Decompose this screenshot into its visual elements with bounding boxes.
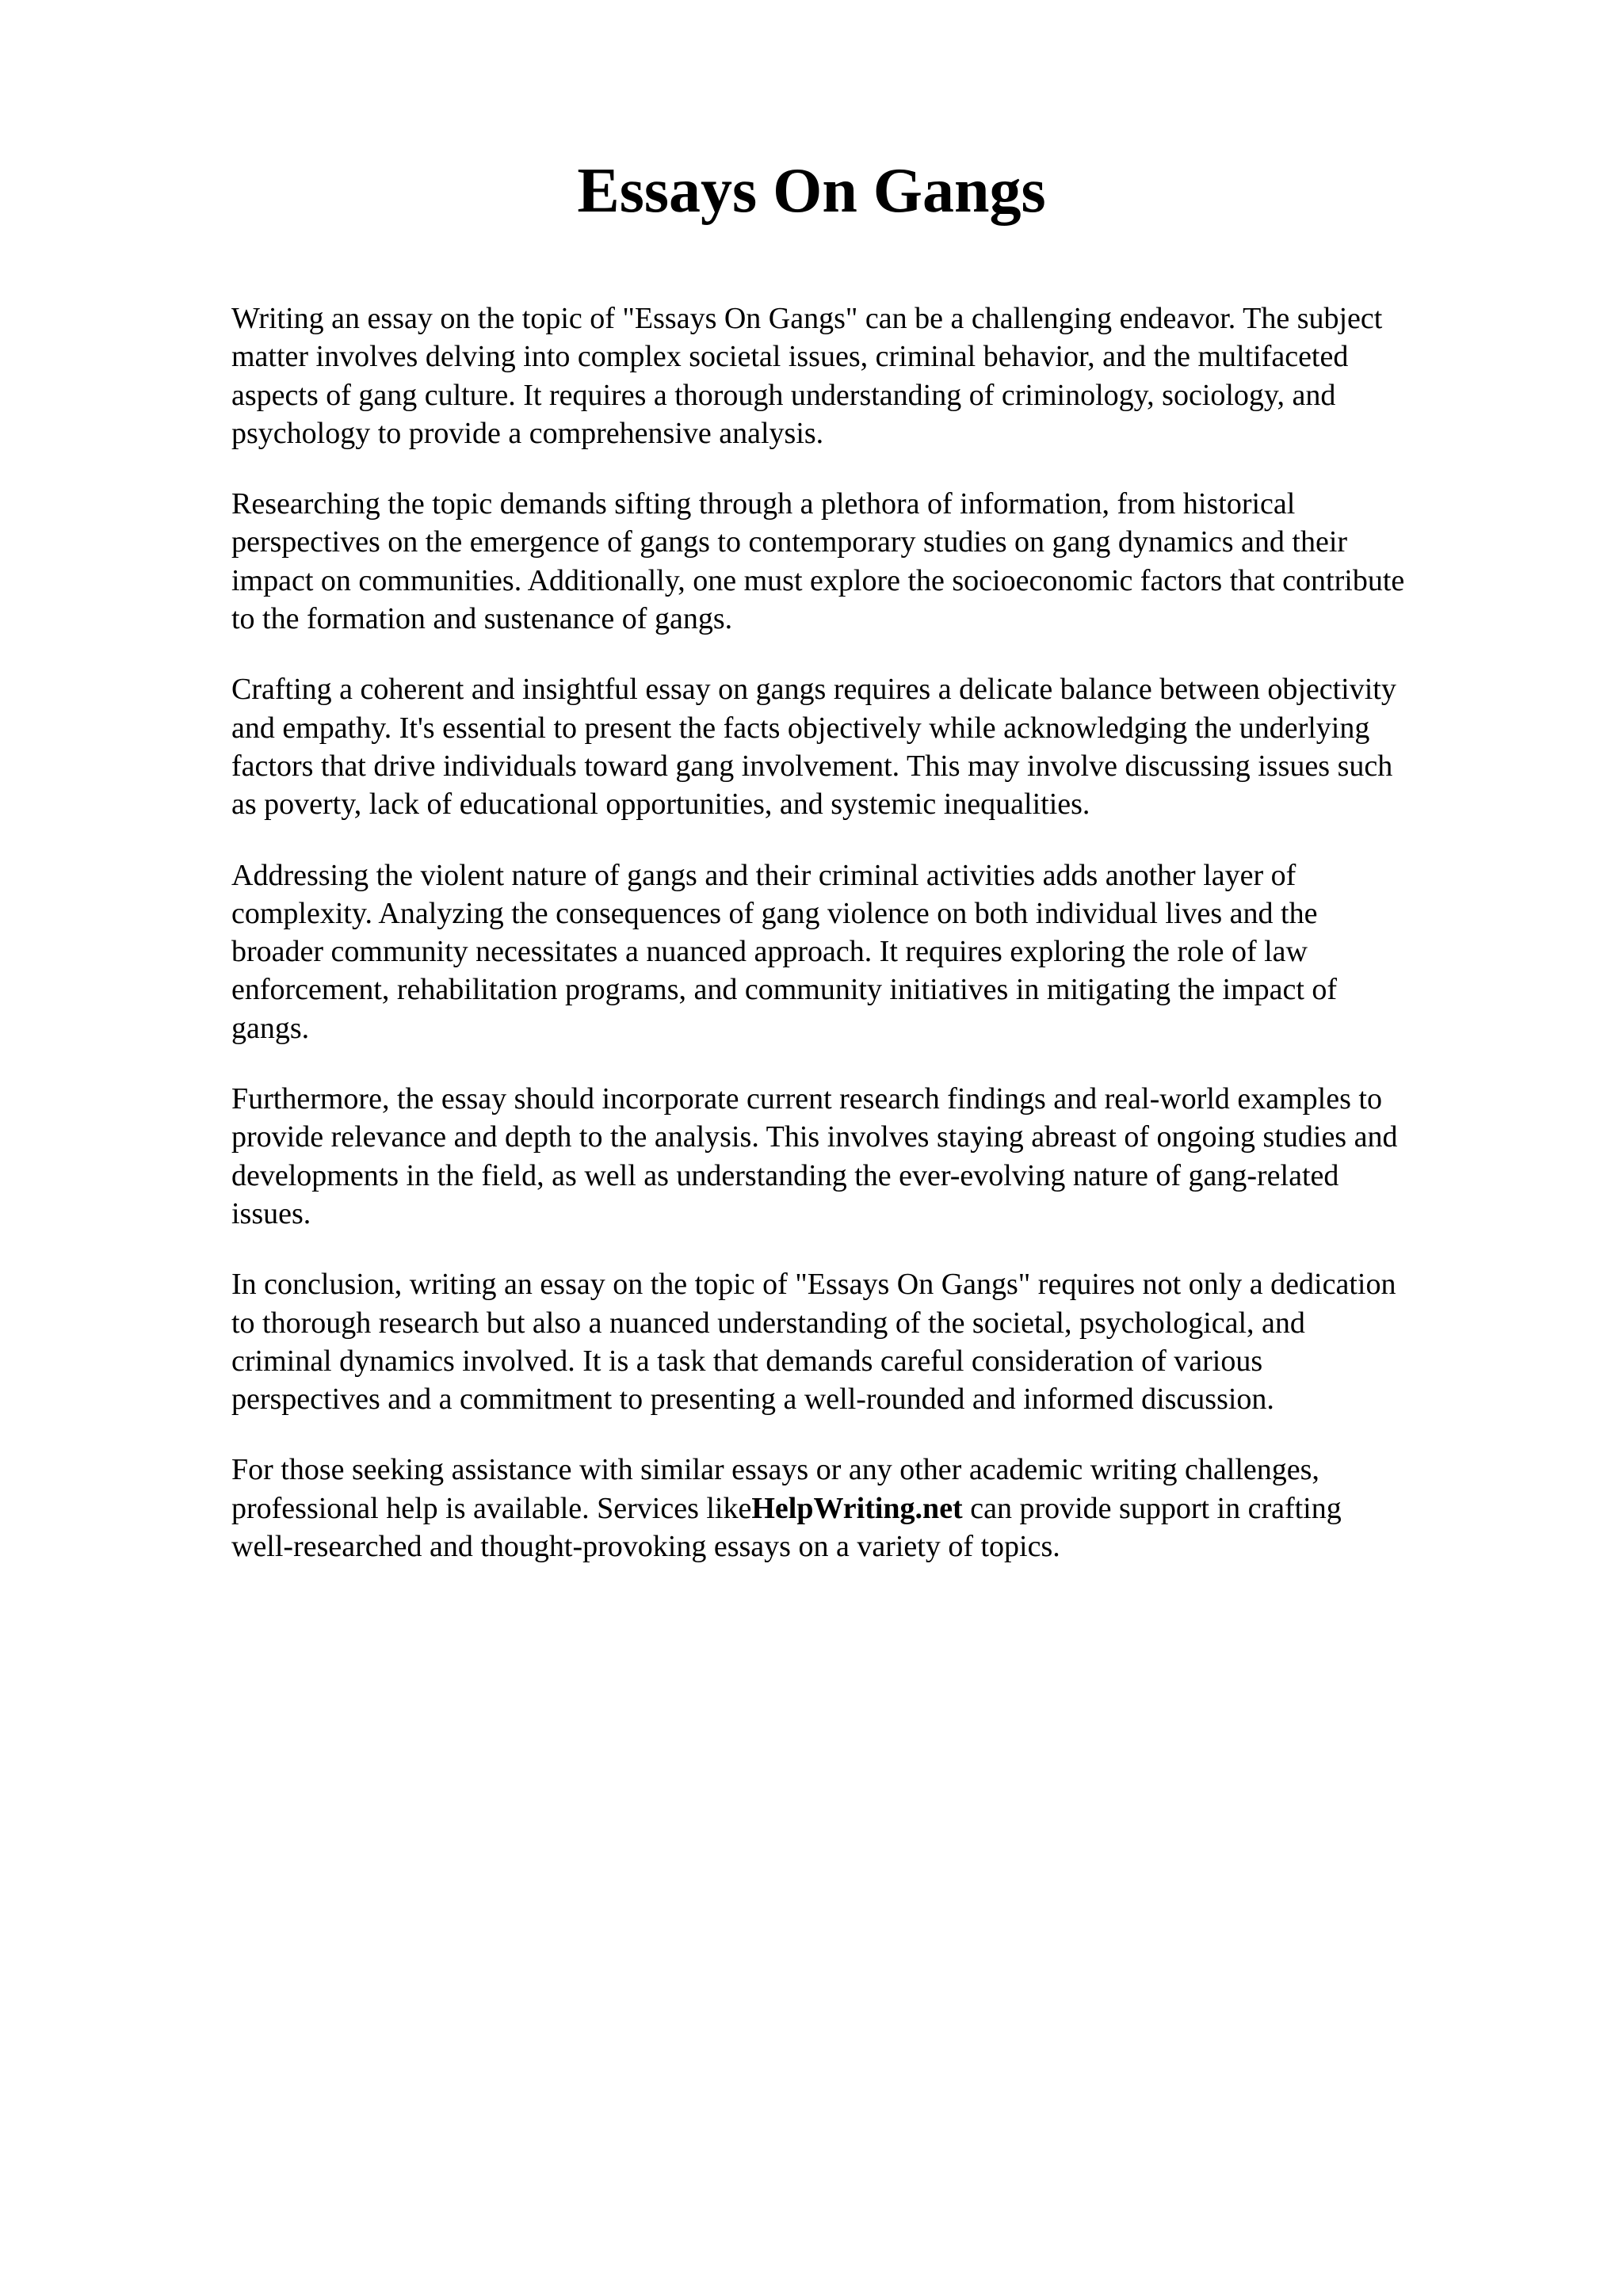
text-line: enforcement, rehabilitation programs, and community initiatives in mitigating the impact of <box>231 973 1338 1007</box>
text-line: criminal dynamics involved. It is a task that demands careful consideration of various <box>231 1344 1263 1378</box>
paragraph-1 <box>231 299 1531 452</box>
text-line: and empathy. It's essential to present the facts objectively while acknowledging the underlying <box>231 711 1370 745</box>
text-line: gangs. <box>231 1011 310 1045</box>
text-line: Writing an essay on the topic of "Essays On Gangs" can be a challenging endeavor. The subject <box>231 302 1383 335</box>
text-line: Addressing the violent nature of gangs and their criminal activities adds another layer of <box>231 858 1296 892</box>
text-line: matter involves delving into complex societal issues, criminal behavior, and the multifaceted <box>231 340 1349 374</box>
brand-name: HelpWriting.net <box>751 1491 963 1525</box>
closing-paragraph <box>231 1451 1531 1566</box>
text-line: issues. <box>231 1196 311 1230</box>
text-line: perspectives and a commitment to presenting a well-rounded and informed discussion. <box>231 1383 1274 1417</box>
paragraph-3 <box>231 670 1531 823</box>
text-line: to the formation and sustenance of gangs. <box>231 602 733 636</box>
text-line: well-researched and thought-provoking essays on a variety of topics. <box>231 1530 1060 1564</box>
paragraph-4 <box>231 856 1531 1047</box>
text-line: For those seeking assistance with similar essays or any other academic writing challenges, <box>231 1453 1319 1487</box>
text-line: Crafting a coherent and insightful essay on gangs requires a delicate balance between objectivity <box>231 673 1396 707</box>
paragraph-2 <box>231 485 1531 638</box>
text-line: developments in the field, as well as understanding the ever-evolving nature of gang-related <box>231 1158 1339 1192</box>
text-line: Researching the topic demands sifting through a plethora of information, from historical <box>231 487 1296 521</box>
text-line: psychology to provide a comprehensive analysis. <box>231 416 824 450</box>
text-line: In conclusion, writing an essay on the topic of "Essays On Gangs" requires not only a dedication <box>231 1268 1396 1302</box>
text-line: as poverty, lack of educational opportunities, and systemic inequalities. <box>231 788 1090 822</box>
text-line: factors that drive individuals toward gang involvement. This may involve discussing issues such <box>231 749 1393 783</box>
text-line: complexity. Analyzing the consequences of gang violence on both individual lives and the <box>231 896 1318 930</box>
page-title: Essays On Gangs <box>577 156 1046 226</box>
text-segment: professional help is available. Services like <box>231 1491 752 1525</box>
essay-body <box>231 299 1531 1598</box>
text-line: impact on communities. Additionally, one must explore the socioeconomic factors that contribute <box>231 563 1405 597</box>
text-line: to thorough research but also a nuanced understanding of the societal, psychological, and <box>231 1306 1305 1340</box>
text-line: Furthermore, the essay should incorporate current research findings and real-world examples to <box>231 1082 1382 1116</box>
text-line: perspectives on the emergence of gangs to contemporary studies on gang dynamics and their <box>231 525 1348 559</box>
text-segment: can provide support in crafting <box>962 1491 1342 1525</box>
text-line-with-brand <box>231 1489 1531 1527</box>
paragraph-6 <box>231 1265 1531 1418</box>
paragraph-5 <box>231 1080 1531 1233</box>
text-line: provide relevance and depth to the analysis. This involves staying abreast of ongoing studies and <box>231 1120 1398 1154</box>
text-line: aspects of gang culture. It requires a thorough understanding of criminology, sociology, and <box>231 378 1336 412</box>
text-line: broader community necessitates a nuanced approach. It requires exploring the role of law <box>231 935 1308 969</box>
